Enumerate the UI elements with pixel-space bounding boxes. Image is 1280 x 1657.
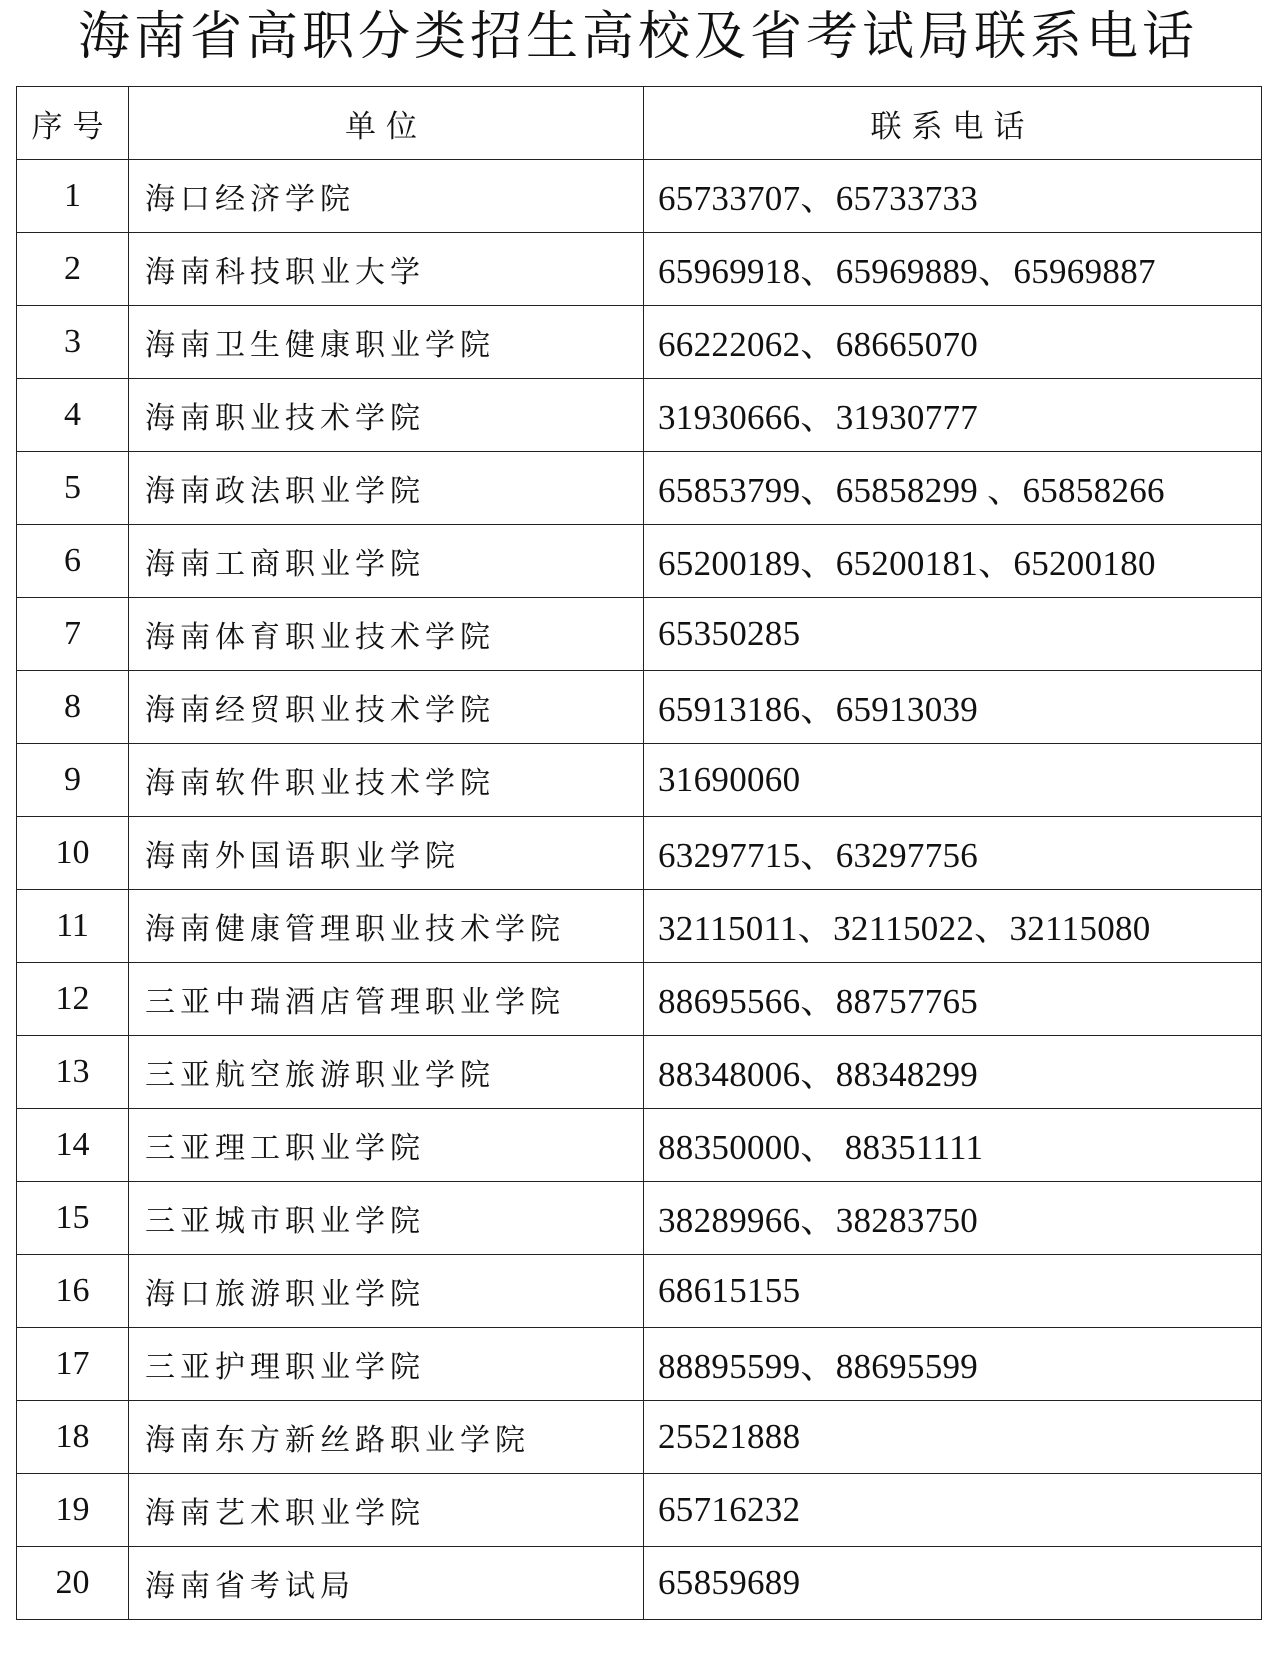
phone-numbers: 63297715、63297756 xyxy=(644,817,1262,890)
phone-numbers: 65859689 xyxy=(644,1547,1262,1620)
table-row xyxy=(17,1328,1262,1401)
unit-name: 海南体育职业技术学院 xyxy=(129,598,644,671)
table-row xyxy=(17,890,1262,963)
phone-numbers: 65716232 xyxy=(644,1474,1262,1547)
row-index: 2 xyxy=(17,233,129,306)
row-index: 10 xyxy=(17,817,129,890)
phone-numbers: 65913186、65913039 xyxy=(644,671,1262,744)
table-body xyxy=(17,160,1262,1620)
row-index: 9 xyxy=(17,744,129,817)
row-index: 5 xyxy=(17,452,129,525)
table-row xyxy=(17,1036,1262,1109)
unit-name: 海南卫生健康职业学院 xyxy=(129,306,644,379)
row-index: 7 xyxy=(17,598,129,671)
contact-table xyxy=(16,86,1262,1620)
table-row xyxy=(17,1255,1262,1328)
unit-name: 海南省考试局 xyxy=(129,1547,644,1620)
table-row xyxy=(17,160,1262,233)
phone-numbers: 65969918、65969889、65969887 xyxy=(644,233,1262,306)
header-index: 序号 xyxy=(17,87,129,160)
table-row xyxy=(17,744,1262,817)
table-row xyxy=(17,963,1262,1036)
row-index: 13 xyxy=(17,1036,129,1109)
document-title: 海南省高职分类招生高校及省考试局联系电话 xyxy=(77,7,1198,67)
unit-name: 海南工商职业学院 xyxy=(129,525,644,598)
unit-name: 三亚理工职业学院 xyxy=(129,1109,644,1182)
phone-numbers: 88350000、 88351111 xyxy=(644,1109,1262,1182)
unit-name: 海南艺术职业学院 xyxy=(129,1474,644,1547)
row-index: 1 xyxy=(17,160,129,233)
table-row xyxy=(17,1474,1262,1547)
table-row xyxy=(17,1182,1262,1255)
unit-name: 海南经贸职业技术学院 xyxy=(129,671,644,744)
unit-name: 海口旅游职业学院 xyxy=(129,1255,644,1328)
phone-numbers: 68615155 xyxy=(644,1255,1262,1328)
row-index: 8 xyxy=(17,671,129,744)
phone-numbers: 65200189、65200181、65200180 xyxy=(644,525,1262,598)
table-row xyxy=(17,1401,1262,1474)
unit-name: 三亚城市职业学院 xyxy=(129,1182,644,1255)
phone-numbers: 65853799、65858299 、65858266 xyxy=(644,452,1262,525)
unit-name: 三亚护理职业学院 xyxy=(129,1328,644,1401)
row-index: 11 xyxy=(17,890,129,963)
table-row xyxy=(17,306,1262,379)
phone-numbers: 88348006、88348299 xyxy=(644,1036,1262,1109)
table-row xyxy=(17,598,1262,671)
phone-numbers: 25521888 xyxy=(644,1401,1262,1474)
row-index: 14 xyxy=(17,1109,129,1182)
phone-numbers: 31930666、31930777 xyxy=(644,379,1262,452)
unit-name: 三亚中瑞酒店管理职业学院 xyxy=(129,963,644,1036)
unit-name: 海南软件职业技术学院 xyxy=(129,744,644,817)
phone-numbers: 31690060 xyxy=(644,744,1262,817)
phone-numbers: 88695566、88757765 xyxy=(644,963,1262,1036)
phone-numbers: 65350285 xyxy=(644,598,1262,671)
phone-numbers: 88895599、88695599 xyxy=(644,1328,1262,1401)
unit-name: 海南东方新丝路职业学院 xyxy=(129,1401,644,1474)
table-row xyxy=(17,671,1262,744)
row-index: 18 xyxy=(17,1401,129,1474)
row-index: 19 xyxy=(17,1474,129,1547)
row-index: 4 xyxy=(17,379,129,452)
unit-name: 三亚航空旅游职业学院 xyxy=(129,1036,644,1109)
phone-numbers: 66222062、68665070 xyxy=(644,306,1262,379)
phone-numbers: 65733707、65733733 xyxy=(644,160,1262,233)
table-row xyxy=(17,1109,1262,1182)
table-row xyxy=(17,379,1262,452)
unit-name: 海南科技职业大学 xyxy=(129,233,644,306)
table-row xyxy=(17,817,1262,890)
unit-name: 海南外国语职业学院 xyxy=(129,817,644,890)
header-phone: 联系电话 xyxy=(644,87,1262,160)
header-unit: 单位 xyxy=(129,87,644,160)
row-index: 12 xyxy=(17,963,129,1036)
table-header-row xyxy=(17,87,1262,160)
row-index: 6 xyxy=(17,525,129,598)
unit-name: 海南职业技术学院 xyxy=(129,379,644,452)
table-row xyxy=(17,452,1262,525)
table-row xyxy=(17,525,1262,598)
row-index: 20 xyxy=(17,1547,129,1620)
table-row xyxy=(17,1547,1262,1620)
unit-name: 海口经济学院 xyxy=(129,160,644,233)
row-index: 16 xyxy=(17,1255,129,1328)
unit-name: 海南健康管理职业技术学院 xyxy=(129,890,644,963)
table-row xyxy=(17,233,1262,306)
row-index: 3 xyxy=(17,306,129,379)
phone-numbers: 32115011、32115022、32115080 xyxy=(644,890,1262,963)
unit-name: 海南政法职业学院 xyxy=(129,452,644,525)
row-index: 17 xyxy=(17,1328,129,1401)
phone-numbers: 38289966、38283750 xyxy=(644,1182,1262,1255)
row-index: 15 xyxy=(17,1182,129,1255)
